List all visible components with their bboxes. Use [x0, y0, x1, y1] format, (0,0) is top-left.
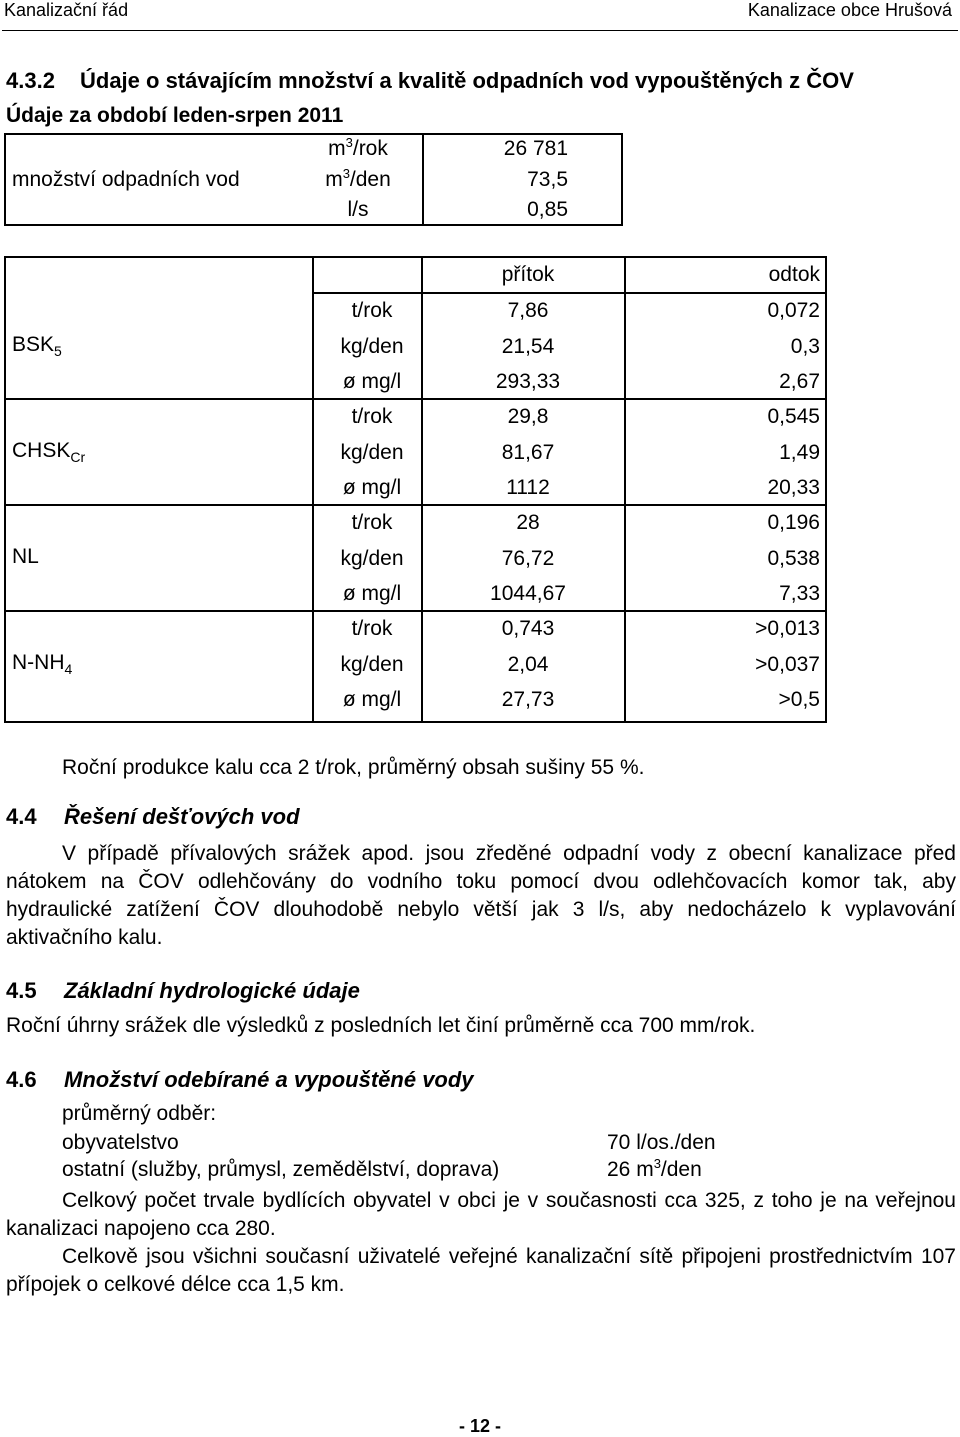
unit-cell: kg/den — [340, 334, 404, 358]
unit-cell: kg/den — [340, 440, 404, 464]
outflow-value: >0,013 — [755, 617, 820, 640]
quantity-value-1: 26 781 — [503, 137, 568, 160]
outflow-value: 0,196 — [767, 511, 820, 534]
paragraph-population: Celkový počet trvale bydlících obyvatel v obci je v současnosti cca 325, z toho je na veřejnou kanalizaci napojeno cca 280. — [6, 1189, 956, 1240]
other-consumption-value: 26 $m^3$/den — [607, 1156, 702, 1181]
header-rule — [2, 30, 958, 31]
quantity-table — [4, 133, 623, 226]
unit-cell: t/rok — [351, 511, 393, 534]
section-heading — [6, 68, 854, 94]
outflow-value: 2,67 — [779, 370, 820, 393]
paragraph-4-5: Roční úhrny srážek dle výsledků z posledních let činí průměrně cca 700 mm/rok. — [6, 1014, 756, 1037]
unit-cell: ø mg/l — [342, 688, 402, 711]
sludge-note: Roční produkce kalu cca 2 t/rok, průměrný obsah sušiny 55 %. — [62, 756, 645, 779]
period-label: Údaje za období leden-srpen 2011 — [6, 104, 344, 127]
inflow-value: 81,67 — [501, 440, 555, 464]
table-rule — [6, 398, 825, 400]
heading-4-4-title: Řešení dešťových vod — [64, 804, 300, 829]
table-divider — [312, 258, 314, 721]
heading-4-5: 4.5 Základní hydrologické údaje — [6, 978, 360, 1003]
inflow-value: 21,54 — [501, 334, 555, 358]
inflow-value: 76,72 — [501, 546, 555, 570]
page-number: - 12 - — [458, 1416, 501, 1436]
heading-4-4: 4.4 Řešení dešťových vod — [6, 804, 300, 829]
inflow-value: 1112 — [506, 476, 550, 499]
parameter-name: NL — [12, 545, 39, 568]
inflow-value: 27,73 — [501, 688, 555, 711]
section-number: 4.3.2 — [6, 68, 55, 93]
column-header-outflow: odtok — [768, 263, 820, 286]
paragraph-4-4: V případě přívalových srážek apod. jsou zředěné odpadní vody z obecní kanalizace před nátokem na ČOV odlehčovány do vodního toku pomocí dvou odlehčovacích komor tak, aby hydraulické zatížení ČOV dlouhodobě nebylo větší jak 3 l/s, aby nedocházelo k vyplavování aktivačního kalu. — [6, 842, 956, 949]
quantity-value-2: 73,5 — [527, 168, 568, 191]
heading-4-6: 4.6 Množství odebírané a vypouštěné vody — [6, 1067, 474, 1092]
unit-cell: t/rok — [351, 405, 393, 428]
quality-table — [4, 256, 827, 723]
other-consumption-label: ostatní (služby, průmysl, zemědělství, doprava) — [62, 1158, 500, 1181]
unit-cell: t/rok — [351, 299, 393, 322]
paragraph-connections: Celkově jsou všichni současní uživatelé veřejné kanalizační sítě připojeni prostřednictvím 107 přípojek o celkové délce cca 1,5 km. — [6, 1245, 956, 1296]
quantity-unit-2: $m^3$/den — [325, 166, 391, 191]
quantity-unit-3: l/s — [347, 198, 369, 221]
unit-cell: ø mg/l — [342, 582, 402, 605]
inflow-value: 0,743 — [501, 617, 555, 640]
outflow-value: >0,037 — [755, 652, 820, 676]
heading-4-5-title: Základní hydrologické údaje — [64, 978, 360, 1003]
outflow-value: 1,49 — [779, 440, 820, 464]
heading-4-6-title: Množství odebírané a vypouštěné vody — [64, 1067, 474, 1092]
table-rule — [312, 292, 825, 294]
inflow-value: 293,33 — [495, 370, 561, 393]
quantity-label: množství odpadních vod — [12, 168, 240, 191]
column-header-inflow: přítok — [501, 263, 555, 286]
outflow-value: 0,3 — [790, 334, 820, 358]
parameter-name: $BSK_5$ — [12, 333, 62, 359]
unit-cell: kg/den — [340, 652, 404, 676]
unit-cell: ø mg/l — [342, 476, 402, 499]
unit-cell: kg/den — [340, 546, 404, 570]
unit-cell: t/rok — [351, 617, 393, 640]
outflow-value: 0,545 — [767, 405, 820, 428]
quantity-value-3: 0,85 — [527, 198, 568, 221]
avg-consumption-label: průměrný odběr: — [62, 1102, 217, 1125]
inflow-value: 29,8 — [507, 405, 549, 428]
inflow-value: 7,86 — [507, 299, 549, 322]
outflow-value: 0,538 — [767, 546, 820, 570]
unit-cell: ø mg/l — [342, 370, 402, 393]
section-title: Údaje o stávajícím množství a kvalitě odpadních vod vypouštěných z ČOV — [80, 68, 854, 93]
quantity-unit-1: $m^3$/rok — [328, 135, 388, 160]
inflow-value: 1044,67 — [490, 582, 566, 605]
header-left-text: Kanalizační řád — [4, 0, 129, 20]
inflow-value: 2,04 — [507, 652, 549, 676]
outflow-value: 7,33 — [779, 582, 820, 605]
outflow-value: 20,33 — [767, 476, 820, 499]
outflow-value: 0,072 — [767, 299, 820, 322]
inflow-value: 28 — [516, 511, 540, 534]
header-right-text: Kanalizace obce Hrušová — [747, 0, 952, 20]
table-rule — [6, 610, 825, 612]
outflow-value: >0,5 — [778, 688, 820, 711]
page-header — [0, 0, 960, 30]
parameter-name: $N-NH_4$ — [12, 651, 73, 677]
population-label: obyvatelstvo — [62, 1131, 179, 1154]
population-value: 70 l/os./den — [607, 1131, 716, 1154]
parameter-name: $CHSK_{Cr}$ — [12, 439, 86, 465]
table-rule — [6, 504, 825, 506]
